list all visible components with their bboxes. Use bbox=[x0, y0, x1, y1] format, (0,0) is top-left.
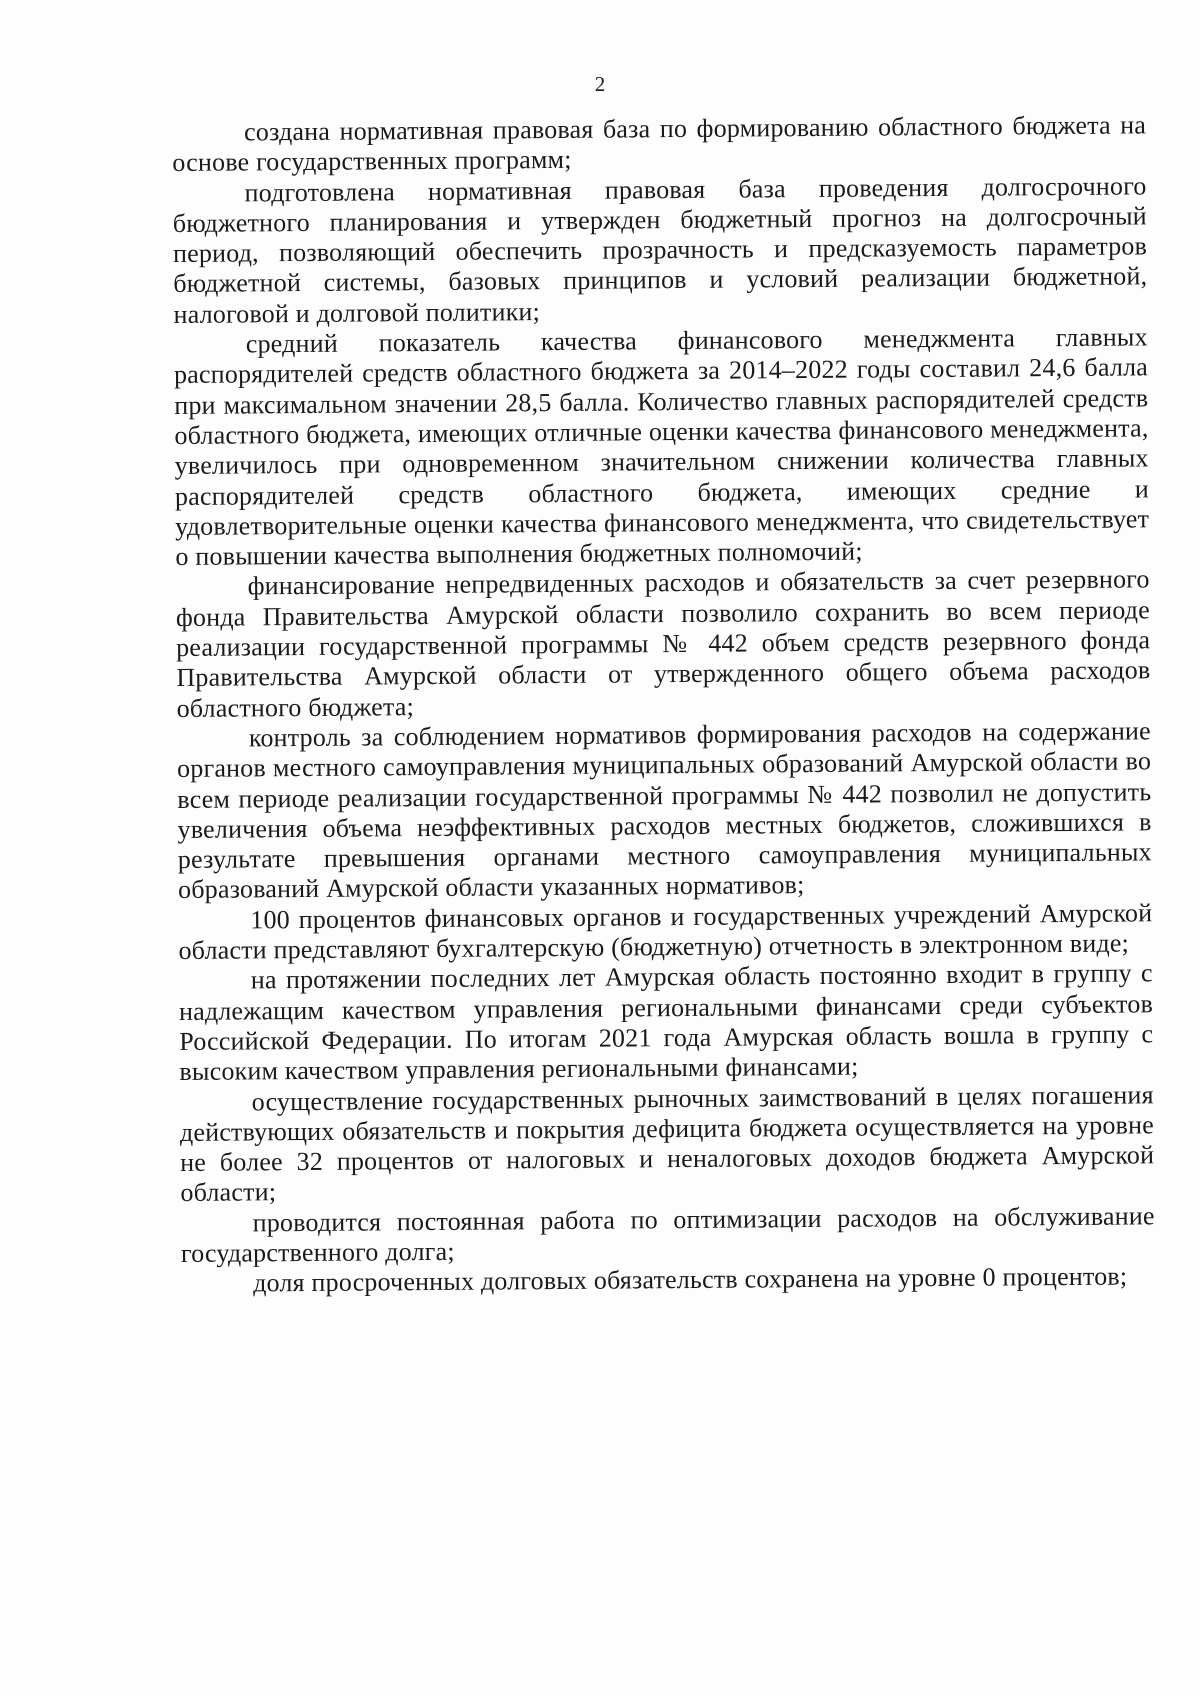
paragraph-long-term-planning: подготовлена нормативная правовая база проведения долгосрочного бюджетного планирования и утвержден бюджетный прогноз на долгосрочный период, позволяющий обеспечить прозрачность и предсказуемость параметров бюджетной системы, базовых принципов и условий реализации бюджетной, налоговой и долговой политики; bbox=[172, 170, 1148, 329]
paragraph-budget-legal-base: создана нормативная правовая база по формированию областного бюджета на основе государственных программ; bbox=[172, 110, 1147, 178]
page-number: 2 bbox=[594, 72, 606, 96]
paragraph-financial-management-quality: средний показатель качества финансового менеджмента главных распорядителей средств областного бюджета за 2014–2022 годы составил 24,6 балла при максимальном значении 28,5 балла. Количество главных распорядителей средств областного бюджета, имеющих отличные оценки качества финансового менеджмента, увеличилось при одновременном значительном снижении количества главных распорядителей средств областного бюджета, имеющих средние и удовлетворительные оценки качества финансового менеджмента, что свидетельствует о повышении качества выполнения бюджетных полномочий; bbox=[173, 322, 1150, 572]
paragraph-electronic-reporting: 100 процентов финансовых органов и государственных учреждений Амурской области представляют бухгалтерскую (бюджетную) отчетность в электронном виде; bbox=[178, 898, 1153, 965]
document-body bbox=[172, 110, 1155, 1299]
paragraph-local-government-norms: контроль за соблюдением нормативов формирования расходов на содержание органов местного самоуправления муниципальных образований Амурской области во всем периоде реализации государственной программы № 442 позволил не допустить увеличения объема неэффективных расходов местных бюджетов, сложившихся в результате превышения органами местного самоуправления муниципальных образований Амурской области указанных нормативов; bbox=[176, 716, 1152, 905]
paragraph-overdue-debt: доля просроченных долговых обязательств сохранена на уровне 0 процентов; bbox=[253, 1261, 1128, 1298]
paragraph-reserve-fund: финансирование непредвиденных расходов и обязательств за счет резервного фонда Правительства Амурской области позволило сохранить во всем периоде реализации государственной программы № 442 объем средств резервного фонда Правительства Амурской области от утвержденного общего объема расходов областного бюджета; bbox=[175, 564, 1151, 723]
paragraph-debt-service-optimization: проводится постоянная работа по оптимизации расходов на обслуживание государственного долга; bbox=[180, 1201, 1155, 1268]
paragraph-market-borrowing: осуществление государственных рыночных заимствований в целях погашения действующих обязательств и покрытия дефицита бюджета осуществляется на уровне не более 32 процентов от налоговых и неналоговых доходов бюджета Амурской области; bbox=[179, 1079, 1155, 1208]
paragraph-regional-finance-rating: на протяжении последних лет Амурская область постоянно входит в группу с надлежащим качеством управления региональными финансами среди субъектов Российской Федерации. По итогам 2021 года Амурская область вошла в группу с высоким качеством управления региональными финансами; bbox=[178, 958, 1154, 1087]
